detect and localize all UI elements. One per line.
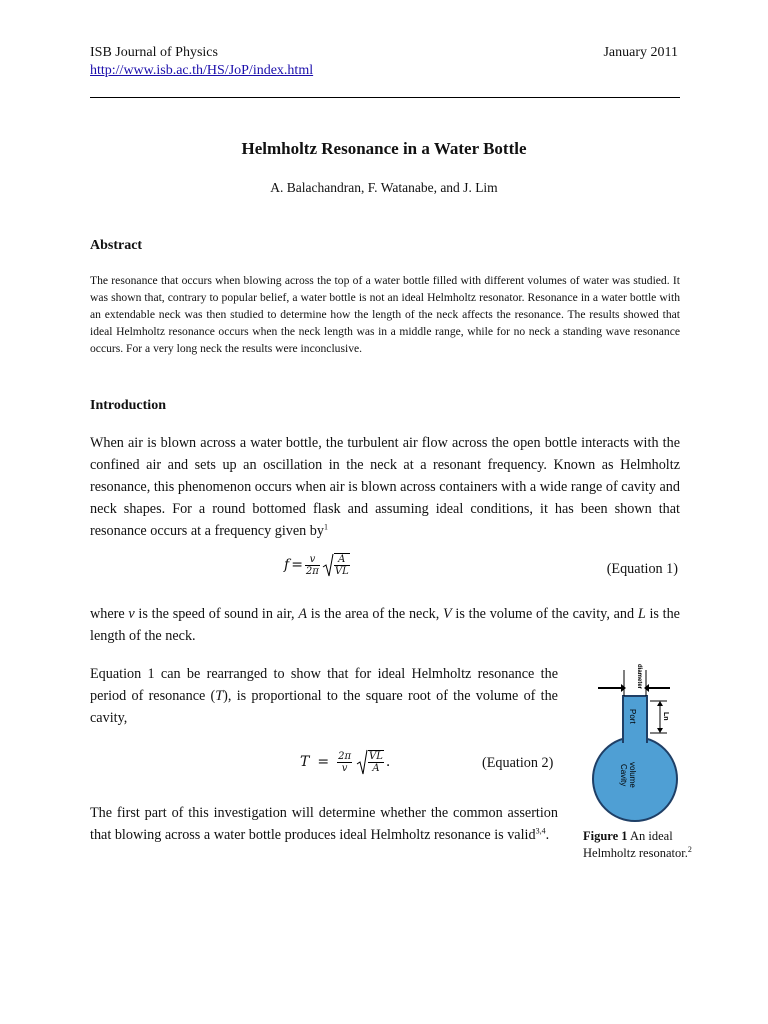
helmholtz-resonator-diagram <box>592 656 692 828</box>
eq1-sqrt-symbol <box>322 552 334 578</box>
eq2-root-fraction <box>368 750 384 774</box>
p2-var-L: L <box>637 606 646 622</box>
eq1-root-numerator: A <box>334 554 350 566</box>
equation-1-label: (Equation 1) <box>606 561 678 577</box>
p2-part-a: where <box>90 606 129 622</box>
paper-authors: A. Balachandran, F. Watanabe, and J. Lim <box>270 180 498 195</box>
issue-date: January 2011 <box>603 45 678 60</box>
intro-paragraph-1 <box>90 432 680 542</box>
cavity-label-line1: Cavity <box>619 764 628 787</box>
equation-2 <box>300 748 390 776</box>
eq1-equals: = <box>291 557 303 573</box>
abstract-text: The resonance that occurs when blowing across the top of a water bottle filled with different volumes of water was studied. It was shown that, contrary to popular belief, a water bottle is not an ideal Helmholtz resonator. Resonance in a water bottle with an extendable neck was then studied to determine how the length of the neck affects the resonance. The results showed that ideal Helmholtz resonance occurs when the neck length was in a middle range, while for no neck a standing wave resonance occurs. For a very long neck the results were inconclusive. <box>90 274 680 355</box>
eq1-fraction <box>305 554 320 577</box>
p2-part-d: is the volume of the cavity, and <box>451 606 638 622</box>
diameter-label: diameter <box>636 664 642 690</box>
eq2-root-denominator: A <box>372 763 380 774</box>
intro-paragraph-2 <box>90 603 680 647</box>
eq2-sqrt-symbol <box>356 748 368 776</box>
p4-end: . <box>545 827 550 843</box>
eq2-lhs: T <box>300 754 310 770</box>
introduction-heading: Introduction <box>90 398 166 413</box>
equation-2-label: (Equation 2) <box>482 755 554 771</box>
figure-1-caption <box>583 828 703 862</box>
p2-var-A: A <box>298 606 308 622</box>
eq2-numerator: 2π <box>338 750 352 762</box>
cavity-label-line2: volume <box>628 762 637 788</box>
p2-var-v: v <box>128 606 135 622</box>
intro-paragraph-3 <box>90 663 558 729</box>
p2-part-b: is the speed of sound in air, <box>134 606 299 622</box>
eq1-numerator: v <box>305 554 320 566</box>
journal-name: ISB Journal of Physics <box>90 45 218 60</box>
eq2-denominator: v <box>341 762 348 774</box>
length-label: Ln <box>662 712 669 721</box>
eq1-root-fraction <box>334 553 350 577</box>
p3-part-b: ), is proportional to the square root of the volume of the cavity, <box>90 688 558 726</box>
eq1-denominator: 2π <box>305 565 319 577</box>
paper-title: Helmholtz Resonance in a Water Bottle <box>241 139 527 158</box>
eq2-equals: = <box>317 754 330 770</box>
header-divider <box>90 97 680 98</box>
p3-part-a: Equation 1 can be rearranged to show that for ideal Helmholtz resonance the period of resonance ( <box>90 666 558 704</box>
eq2-root-numerator: VL <box>369 751 383 762</box>
p2-part-e: is the length of the neck. <box>90 606 680 644</box>
eq2-tail: . <box>385 754 391 770</box>
eq2-fraction <box>337 751 352 774</box>
neck-joint <box>624 736 646 744</box>
intro-p1-text: When air is blown across a water bottle, the turbulent air flow across the open bottle interacts with the confined air and sets up an oscillation in the neck at a resonant frequency. Known as Helmholtz resonance, this phenomenon occurs when air is blown across containers with a wide range of cavity and neck shapes. For a round bottomed flask and assuming ideal conditions, it has been shown that resonance occurs at a frequency given by <box>90 435 680 539</box>
eq1-lhs: f <box>284 557 290 573</box>
p4-text: The first part of this investigation will determine whether the common assertion that blowing across a water bottle produces ideal Helmholtz resonance is valid <box>90 805 558 843</box>
journal-url-link[interactable]: http://www.isb.ac.th/HS/JoP/index.html <box>90 63 314 78</box>
figure-1-label: Figure 1 <box>583 829 628 843</box>
p3-var-T: T <box>215 688 224 704</box>
intro-paragraph-4 <box>90 802 558 846</box>
equation-1 <box>284 552 350 578</box>
p2-var-V: V <box>443 606 452 622</box>
citation-3-4: 3,4 <box>535 826 546 836</box>
citation-2: 2 <box>687 844 692 854</box>
p2-part-c: is the area of the neck, <box>307 606 444 622</box>
length-arrowhead-top <box>657 701 663 706</box>
figure-1-caption-text: An ideal Helmholtz resonator. <box>583 829 688 860</box>
port-label: Port <box>628 709 637 724</box>
length-arrowhead-bottom <box>657 728 663 733</box>
citation-1: 1 <box>323 522 328 532</box>
eq1-root-denominator: VL <box>334 566 349 577</box>
abstract-heading: Abstract <box>90 238 143 253</box>
